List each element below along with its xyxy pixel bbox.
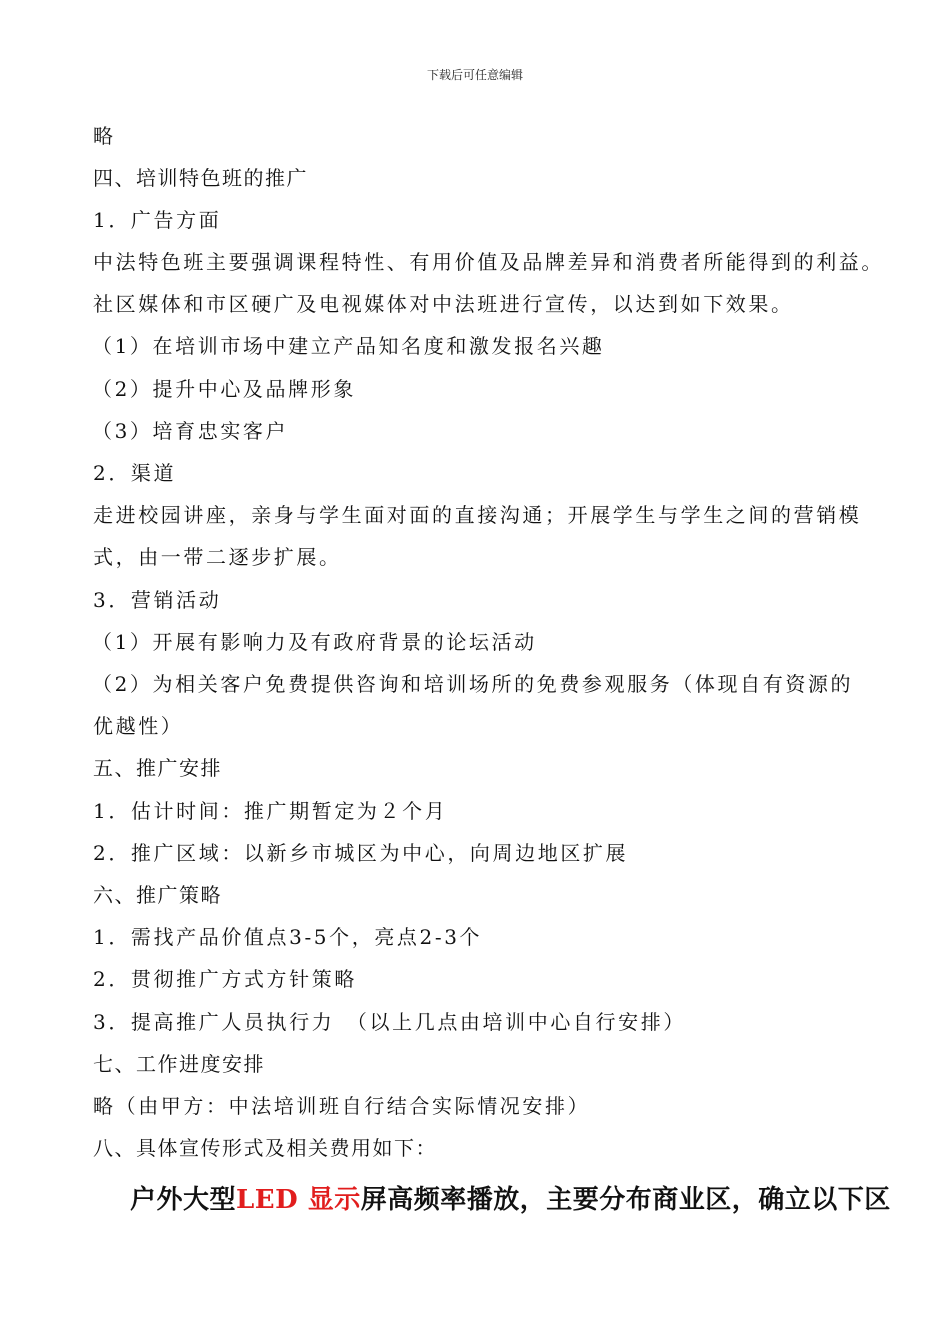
section-heading: 五、推广安排 (93, 756, 222, 780)
list-item: 3．提高推广人员执行力 （以上几点由培训中心自行安排） (93, 1010, 686, 1034)
text-line: 中法特色班主要强调课程特性、有用价值及品牌差异和消费者所能得到的利益。 (93, 250, 884, 274)
text-line: 略（由甲方：中法培训班自行结合实际情况安排） (93, 1094, 591, 1118)
list-item: （1）在培训市场中建立产品知名度和激发报名兴趣 (92, 334, 605, 358)
text-line: 式，由一带二逐步扩展。 (93, 545, 342, 569)
list-item: （3）培育忠实客户 (92, 419, 289, 443)
highlight-text-end: 屏高频率播放，主要分布商业区，确立以下区 (360, 1185, 891, 1215)
text-line: 优越性） (93, 714, 184, 738)
text-line: 社区媒体和市区硬广及电视媒体对中法班进行宣传，以达到如下效果。 (93, 292, 794, 316)
section-heading: 七、工作进度安排 (93, 1052, 265, 1076)
list-item: 1．需找产品价值点3-5个，亮点2-3个 (93, 925, 483, 949)
list-item: （1）开展有影响力及有政府背景的论坛活动 (92, 630, 537, 654)
section-heading: 八、具体宣传形式及相关费用如下： (93, 1136, 437, 1160)
subsection-heading: 1．广告方面 (93, 208, 222, 232)
list-item: 1．估计时间：推广期暂定为２个月 (93, 799, 448, 823)
highlight-text-start: 户外大型 (130, 1185, 237, 1215)
highlight-line (130, 1184, 891, 1216)
subsection-heading: 2．渠道 (93, 461, 177, 485)
section-heading: 四、培训特色班的推广 (93, 166, 308, 190)
list-item: 2．推广区域：以新乡市城区为中心，向周边地区扩展 (93, 841, 629, 865)
list-item: （2）为相关客户免费提供咨询和培训场所的免费参观服务（体现自有资源的 (92, 672, 854, 696)
section-heading: 六、推广策略 (93, 883, 222, 907)
list-item: 2．贯彻推广方式方针策略 (93, 967, 357, 991)
page-header: 下载后可任意编辑 (426, 68, 523, 82)
text-line: 走进校园讲座，亲身与学生面对面的直接沟通；开展学生与学生之间的营销模 (93, 503, 862, 527)
list-item: （2）提升中心及品牌形象 (92, 377, 356, 401)
subsection-heading: 3．营销活动 (93, 588, 222, 612)
text-line: 略 (93, 124, 116, 148)
highlight-text-red: LED 显示 (236, 1185, 361, 1215)
